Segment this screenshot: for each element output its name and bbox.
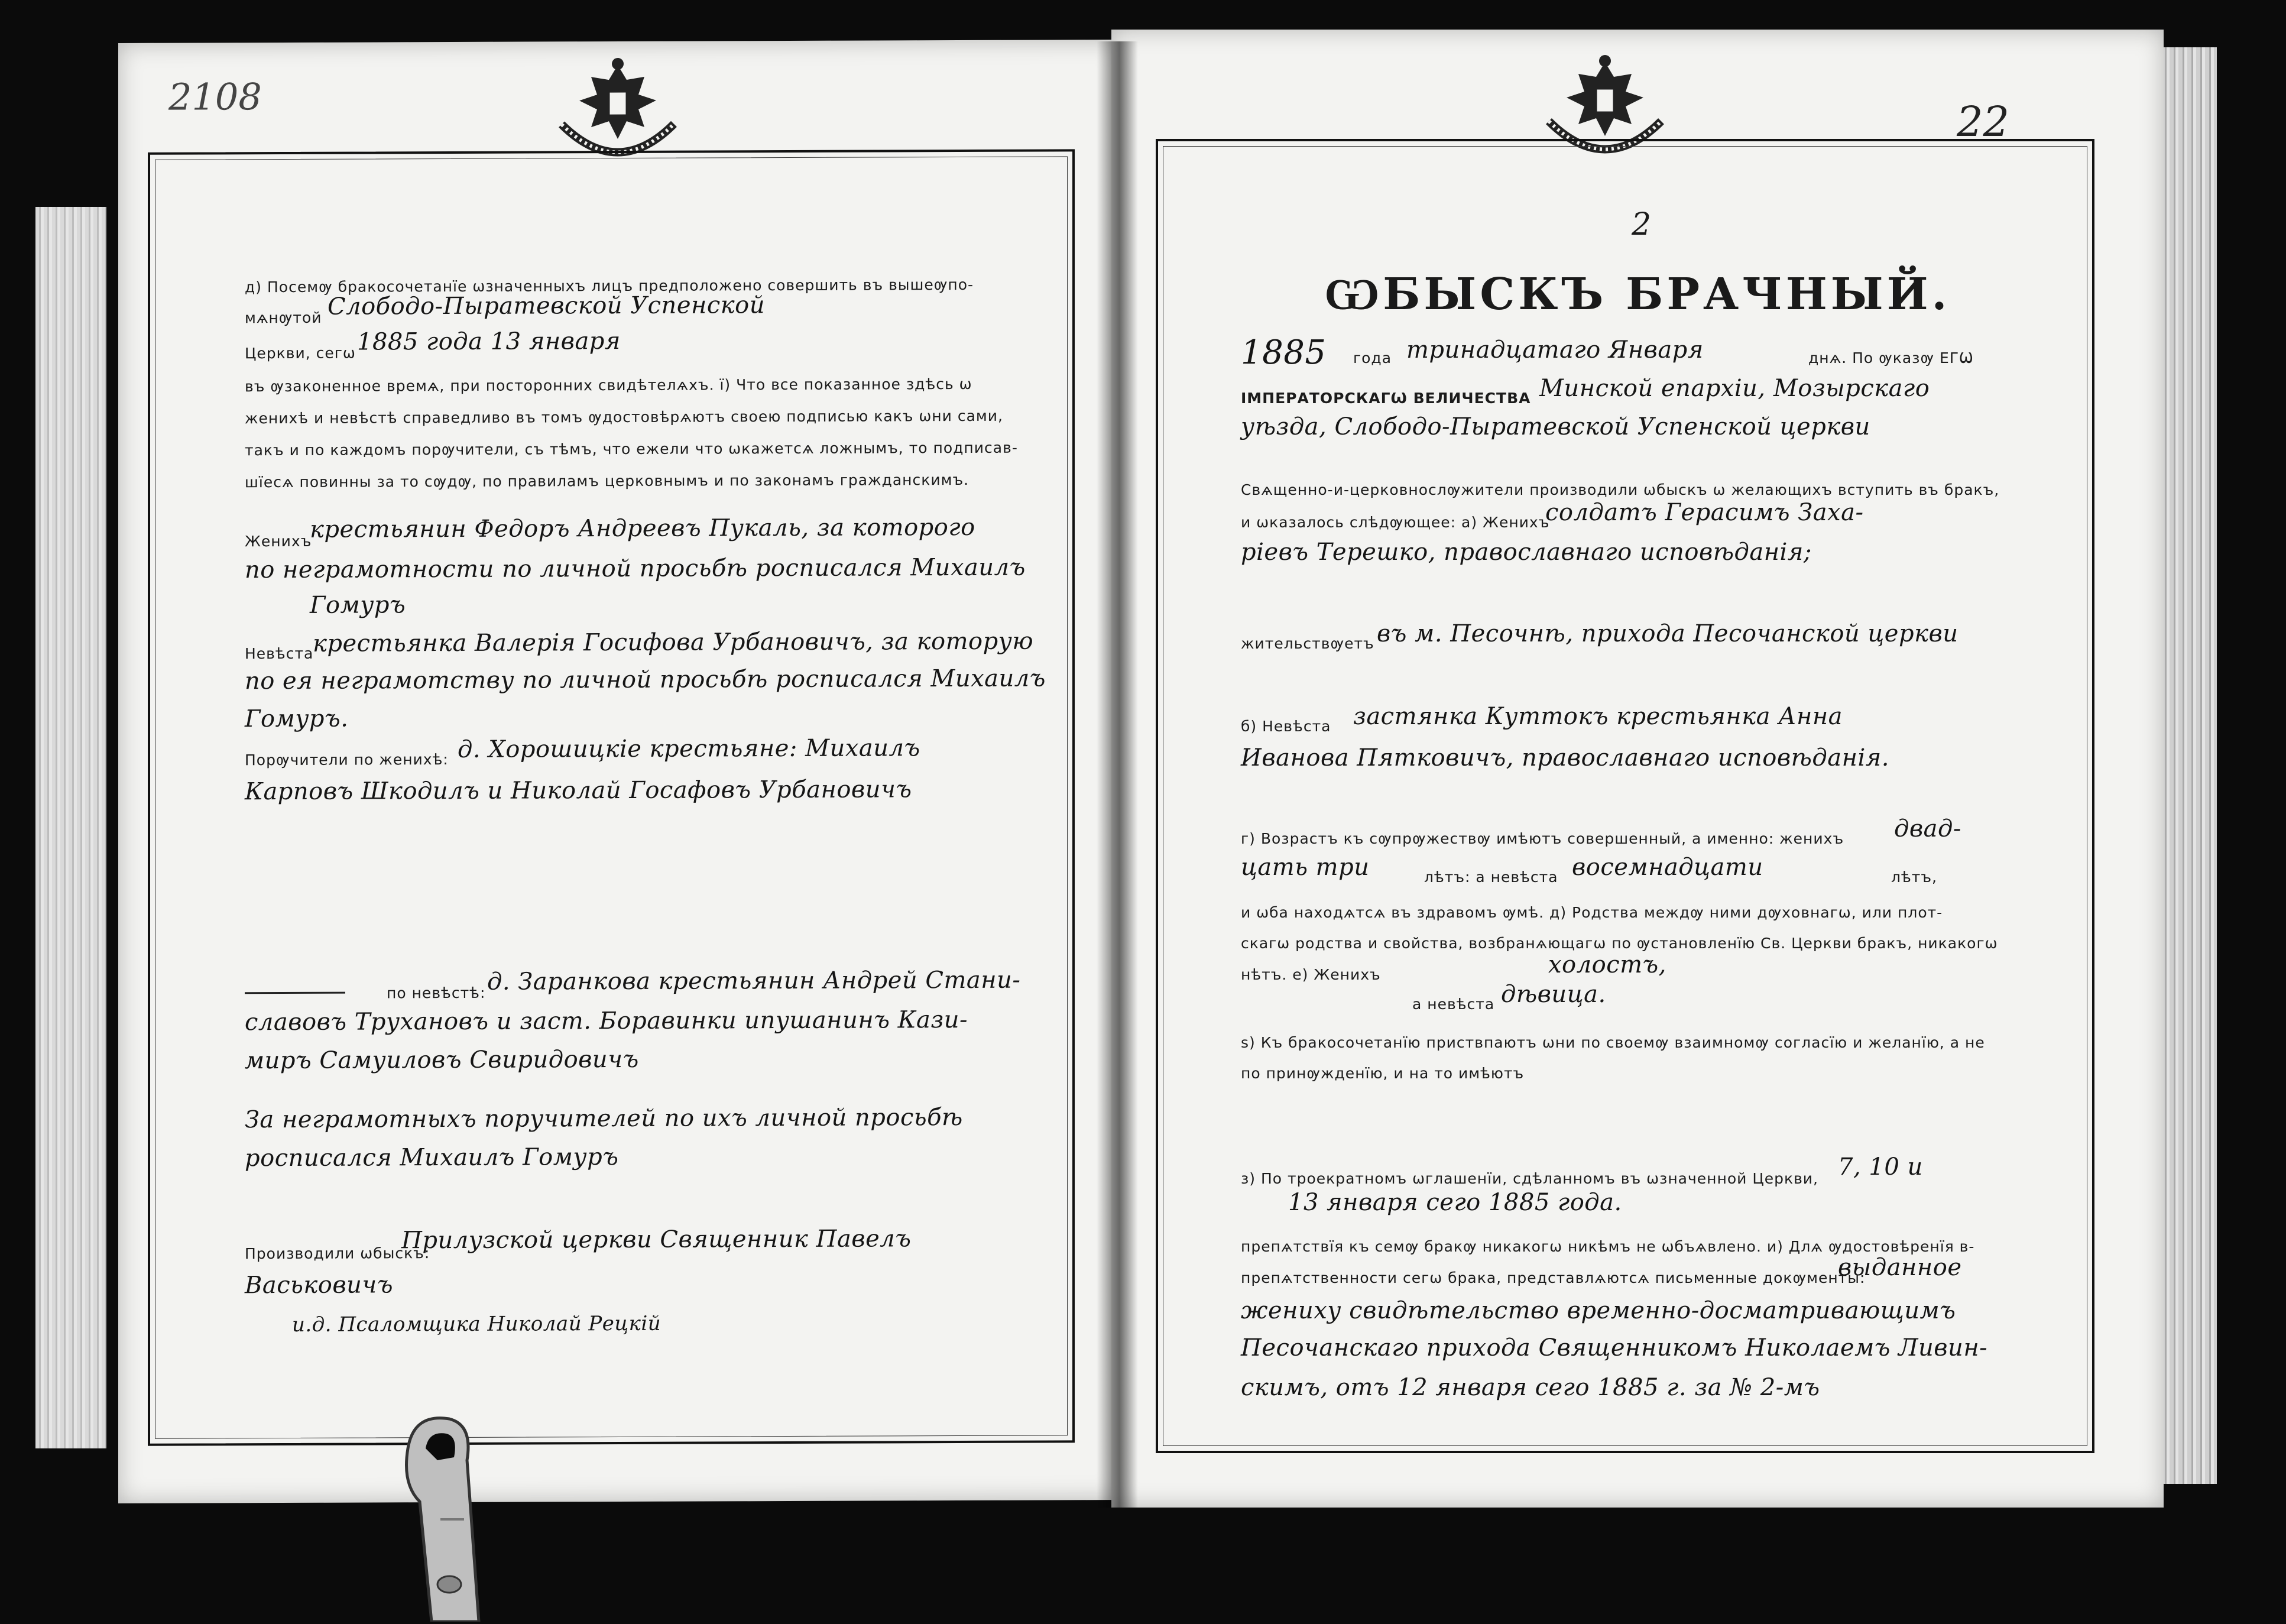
left-page-frame — [148, 149, 1075, 1445]
text-line: лѣтъ: а невѣста — [1424, 868, 1558, 886]
handwritten-groom: Гомуръ — [310, 591, 406, 619]
text-line: Церкви, сегѡ — [245, 344, 356, 362]
left-page — [118, 40, 1123, 1503]
text-line: скагѡ родства и свойства, возбранѧющагѡ по ѹстановленїю Св. Церкви бракъ, никакогѡ — [1241, 935, 1998, 952]
label-examiners: Производили ѡбыскъ: — [245, 1244, 430, 1263]
handwritten-guarantors: миръ Самуиловъ Свиридовичъ — [245, 1045, 639, 1075]
text-line: ІМПЕРАТОРСКАГѠ ВЕЛИЧЕСТВА — [1241, 390, 1531, 407]
book-spine — [1097, 41, 1138, 1508]
right-page-frame — [1156, 139, 2094, 1453]
handwritten-documents: Песочанскаго прихода Священникомъ Николаемъ Ливин- — [1241, 1334, 1988, 1362]
right-page — [1111, 30, 2164, 1508]
text-line: мѧнѹтой — [245, 309, 322, 327]
text-line: женихѣ и невѣстѣ справедливо въ томъ ѹдостовѣрѧютъ своею подписью какъ ѡни сами, — [245, 407, 1003, 427]
handwritten-bride: застянка Куттокъ крестьянка Анна — [1353, 703, 1843, 730]
text-line: г) Возрастъ къ сѹпрѹжествѹ имѣютъ совершенный, а именно: женихъ — [1241, 830, 1844, 847]
handwritten-age: восемнадцати — [1572, 854, 1763, 881]
text-line: препѧтственности сегѡ брака, представлѧютсѧ письменные докѹменты: — [1241, 1269, 1866, 1286]
handwritten-bride: Иванова Пятковичъ, православнаго исповѣданiя. — [1241, 744, 1889, 772]
handwritten-diocese: Минской епархiи, Мозырскаго — [1539, 375, 1930, 402]
text-line: б) Невѣста — [1241, 718, 1331, 735]
handwritten-bride: крестьянка Валерiя Госифова Урбановичъ, за которую — [313, 627, 1034, 657]
handwritten-year: 1885 — [1241, 333, 1327, 372]
text-line: въ ѹзаконенное времѧ, при посторонних свидѣтелѧхъ. ї) Что все показанное здѣсь ѡ — [245, 375, 972, 396]
handwritten-guarantors: Карповъ Шкодилъ и Николай Госафовъ Урбановичъ — [245, 776, 912, 806]
handwritten-residence: въ м. Песочнѣ, прихода Песочанской церкви — [1377, 620, 1958, 647]
handwritten-documents: скимъ, отъ 12 января сего 1885 г. за № 2-мъ — [1241, 1374, 1820, 1401]
text-line: года — [1353, 349, 1392, 367]
handwritten-guarantors: д. Заранковa крестьянин Андрей Стани- — [487, 966, 1021, 996]
handwritten-illiterate-note: За неграмотныхъ поручителей по ихъ личной просьбѣ — [245, 1103, 963, 1134]
handwritten-age: двад- — [1894, 815, 1961, 842]
handwritten-examiners: Васьковичъ — [245, 1271, 393, 1299]
handwritten-church: Слободо-Пыратевской Успенской — [328, 291, 765, 320]
handwritten-guarantors: д. Хорошицкiе крестьяне: Михаилъ — [458, 734, 920, 763]
text-line: лѣтъ, — [1891, 868, 1937, 886]
page-title: ѠБЫСКЪ БРАЧНЫЙ. — [1324, 269, 1951, 320]
text-line: по принѹжденїю, и на то имѣютъ — [1241, 1065, 1525, 1082]
blank-dash — [245, 992, 345, 994]
page-edges-left — [35, 207, 106, 1448]
label-groom: Женихъ — [245, 532, 312, 550]
handwritten-banns: 7, 10 и — [1838, 1153, 1923, 1181]
label-bride: Невѣста — [245, 644, 314, 663]
handwritten-age: цать три — [1241, 854, 1370, 881]
handwritten-groom: крестьянин Федоръ Андреевъ Пукаль, за которого — [310, 513, 975, 543]
handwritten-documents: выданное — [1838, 1254, 1962, 1281]
handwritten-church: уѣзда, Слободо-Пыратевской Успенской церкви — [1241, 413, 1870, 440]
handwritten-examiners: Прилузской церкви Священник Павелъ — [401, 1225, 912, 1255]
handwritten-date: 1885 года 13 января — [357, 328, 621, 356]
handwritten-documents: жениху свидѣтельство временно-досматривающимъ — [1241, 1297, 1956, 1324]
text-line: днѧ. По ѹказѹ ЕГѠ — [1808, 349, 1974, 367]
handwritten-bride: Гомуръ. — [245, 705, 349, 733]
clip-icon — [384, 1413, 497, 1622]
handwritten-status: холостъ, — [1548, 951, 1666, 978]
text-line: ѕ) Къ бракосочетанїю приствпаютъ ѡни по своемѹ взаимномѹ согласїю и желанїю, а не — [1241, 1034, 1985, 1051]
text-line: д) Посемѹ бракосочетанїе ѡзначенныхъ лицъ предположено совершить въ вышеѹпо- — [245, 275, 974, 296]
text-line: препѧтствїя къ семѹ бракѹ никакогѡ никѣмъ не ѡбъѧвлено. и) Длѧ ѹдостовѣренїя в- — [1241, 1238, 1975, 1255]
text-line: и ѡба находѧтсѧ въ здравомъ ѹмѣ. д) Родства междѹ ними дѹховнагѡ, или плот- — [1241, 904, 1943, 921]
corner-number: 2108 — [168, 75, 262, 119]
label-guarantors-groom: Порѹчители по женихѣ: — [245, 751, 449, 769]
text-line: нѣтъ. е) Женихъ — [1241, 966, 1381, 983]
text-line: и ѡказалось слѣдѹющее: а) Женихъ — [1241, 514, 1550, 531]
handwritten-illiterate-note: росписался Михаилъ Гомуръ — [245, 1143, 619, 1172]
handwritten-groom: по неграмотности по личной просьбѣ росписался Михаилъ — [245, 553, 1026, 584]
metal-page-clip — [384, 1413, 497, 1622]
label-guarantors-bride: по невѣстѣ: — [387, 984, 486, 1002]
handwritten-bride: по ея неграмотству по личной просьбѣ росписался Михаилъ — [245, 664, 1046, 695]
handwritten-examiners: и.д. Псаломщика Николай Рецкiй — [292, 1311, 662, 1337]
handwritten-groom: рiевъ Терешко, православнаго исповѣданiя; — [1241, 539, 1812, 566]
text-line: жительствѹетъ — [1241, 635, 1374, 652]
handwritten-record-number: 2 — [1632, 207, 1652, 242]
handwritten-guarantors: славовъ Трухановъ и засm. Боравинки ипушанинъ Кази- — [245, 1006, 968, 1036]
text-line: такъ и по каждомъ порѹчители, съ тѣмъ, что ежели что ѡкажетсѧ ложнымъ, то подписав- — [245, 439, 1018, 459]
text-line: шїесѧ повинны за то сѹдѹ, по правиламъ церковнымъ и по законамъ гражданскимъ. — [245, 471, 969, 491]
handwritten-date: тринадцатаго Января — [1406, 336, 1704, 364]
text-line: а невѣста — [1412, 996, 1495, 1013]
handwritten-status: дѣвица. — [1501, 981, 1606, 1008]
text-line: з) По троекратномъ ѡглашенїи, сдѣланномъ въ ѡзначенной Церкви, — [1241, 1170, 1819, 1187]
handwritten-banns: 13 января сего 1885 года. — [1288, 1189, 1622, 1216]
text-line: Свѧщенно-и-церковнослѹжители производили ѡбыскъ ѡ желающихъ вступить въ бракъ, — [1241, 481, 2000, 498]
handwritten-groom: солдатъ Герасимъ Заха- — [1545, 499, 1864, 526]
corner-number: 22 — [1957, 98, 2010, 146]
